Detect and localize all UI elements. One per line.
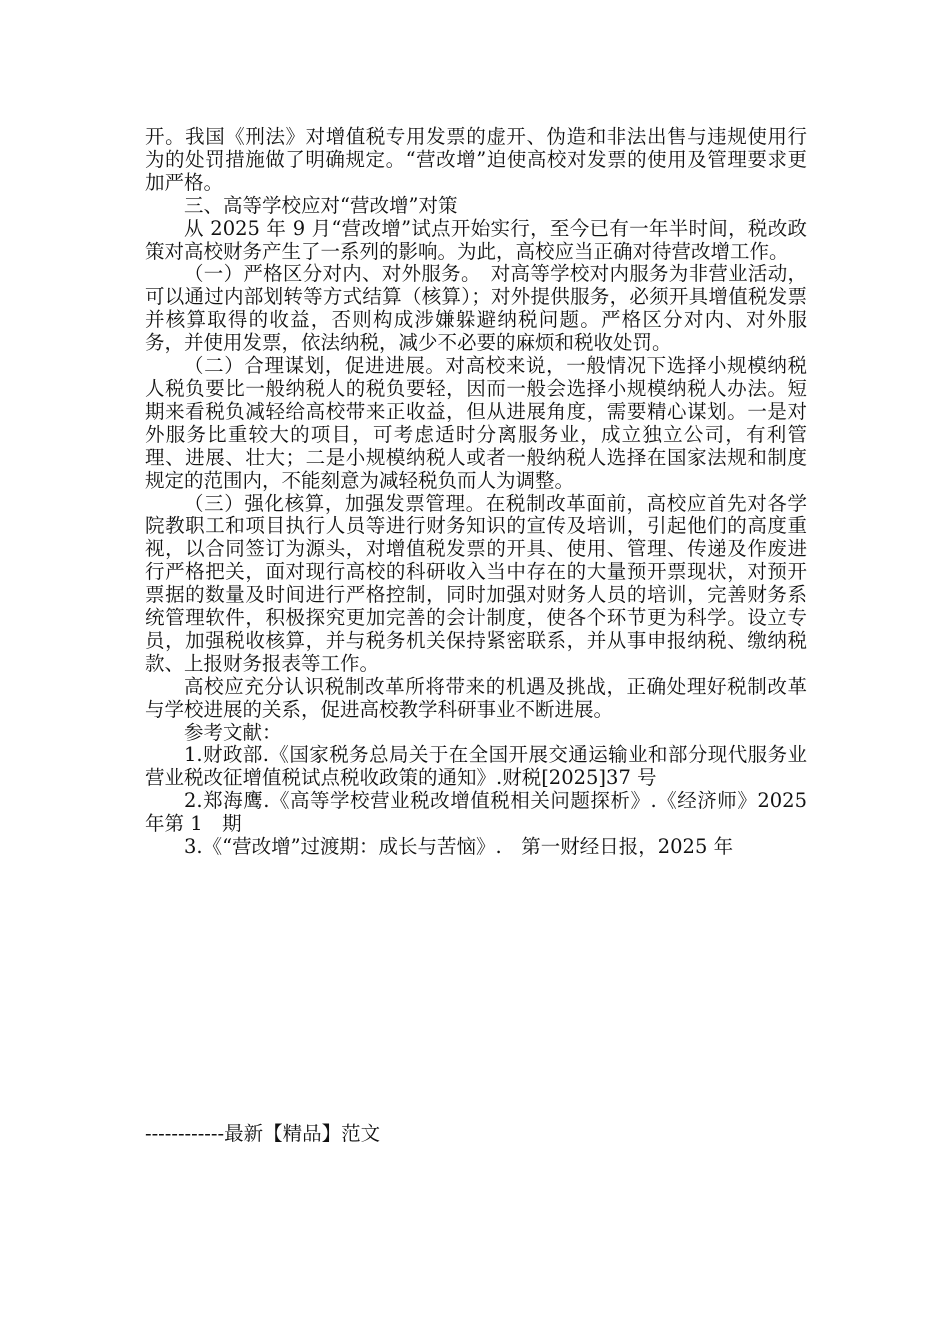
paragraph: （一）严格区分对内、对外服务。 对高等学校对内服务为非营业活动，可以通过内部划转等方式结算（核算）；对外提供服务，必须开具增值税发票并核算取得的收益，否则构成涉嫌躲避纳税问题。严格区分对内、对外服务，并使用发票，依法纳税，减少不必要的麻烦和税收处罚。 [145, 262, 807, 355]
paragraph: 从 2025 年 9 月“营改增”试点开始实行，至今已有一年半时间，税改政策对高校财务产生了一系列的影响。为此，高校应当正确对待营改增工作。 [145, 216, 807, 263]
page-footer: ------------最新【精品】范文 [145, 1122, 381, 1145]
section-heading: 三、高等学校应对“营改增”对策 [184, 193, 458, 217]
paragraph: 高校应充分认识税制改革所将带来的机遇及挑战，正确处理好税制改革与学校进展的关系，促进高校教学科研事业不断进展。 [145, 674, 807, 721]
reference-item: 1.财政部.《国家税务总局关于在全国开展交通运输业和部分现代服务业营业税改征增值税试点税收政策的通知》.财税[2025]37 号 [145, 743, 807, 790]
references-heading: 参考文献： [184, 720, 282, 744]
reference-item: 2.郑海鹰.《高等学校营业税改增值税相关问题探析》.《经济师》2025 年第 1 期 [145, 789, 807, 836]
paragraph: （二）合理谋划，促进进展。对高校来说，一般情况下选择小规模纳税人税负要比一般纳税人的税负要轻，因而一般会选择小规模纳税人办法。短期来看税负减轻给高校带来正收益，但从进展角度，需要精心谋划。一是对外服务比重较大的项目，可考虑适时分离服务业，成立独立公司，有利管理、进展、壮大；二是小规模纳税人或者一般纳税人选择在国家法规和制度规定的范围内，不能刻意为减轻税负而人为调整。 [145, 354, 807, 492]
paragraph: （三）强化核算，加强发票管理。在税制改革面前，高校应首先对各学院教职工和项目执行人员等进行财务知识的宣传及培训，引起他们的高度重视，以合同签订为源头，对增值税发票的开具、使用、管理、传递及作废进行严格把关，面对现行高校的科研收入当中存在的大量预开票现状，对预开票据的数量及时间进行严格控制，同时加强对财务人员的培训，完善财务系统管理软件，积极探究更加完善的会计制度，使各个环节更为科学。设立专员，加强税收核算，并与税务机关保持紧密联系，并从事申报纳税、缴纳税款、上报财务报表等工作。 [145, 491, 807, 675]
paragraph-continuation: 开。我国《刑法》对增值税专用发票的虚开、伪造和非法出售与违规使用行为的处罚措施做了明确规定。“营改增”迫使高校对发票的使用及管理要求更加严格。 [145, 125, 807, 194]
reference-item: 3.《“营改增”过渡期：成长与苦恼》. 第一财经日报，2025 年 [184, 835, 734, 859]
document-body [145, 126, 807, 859]
